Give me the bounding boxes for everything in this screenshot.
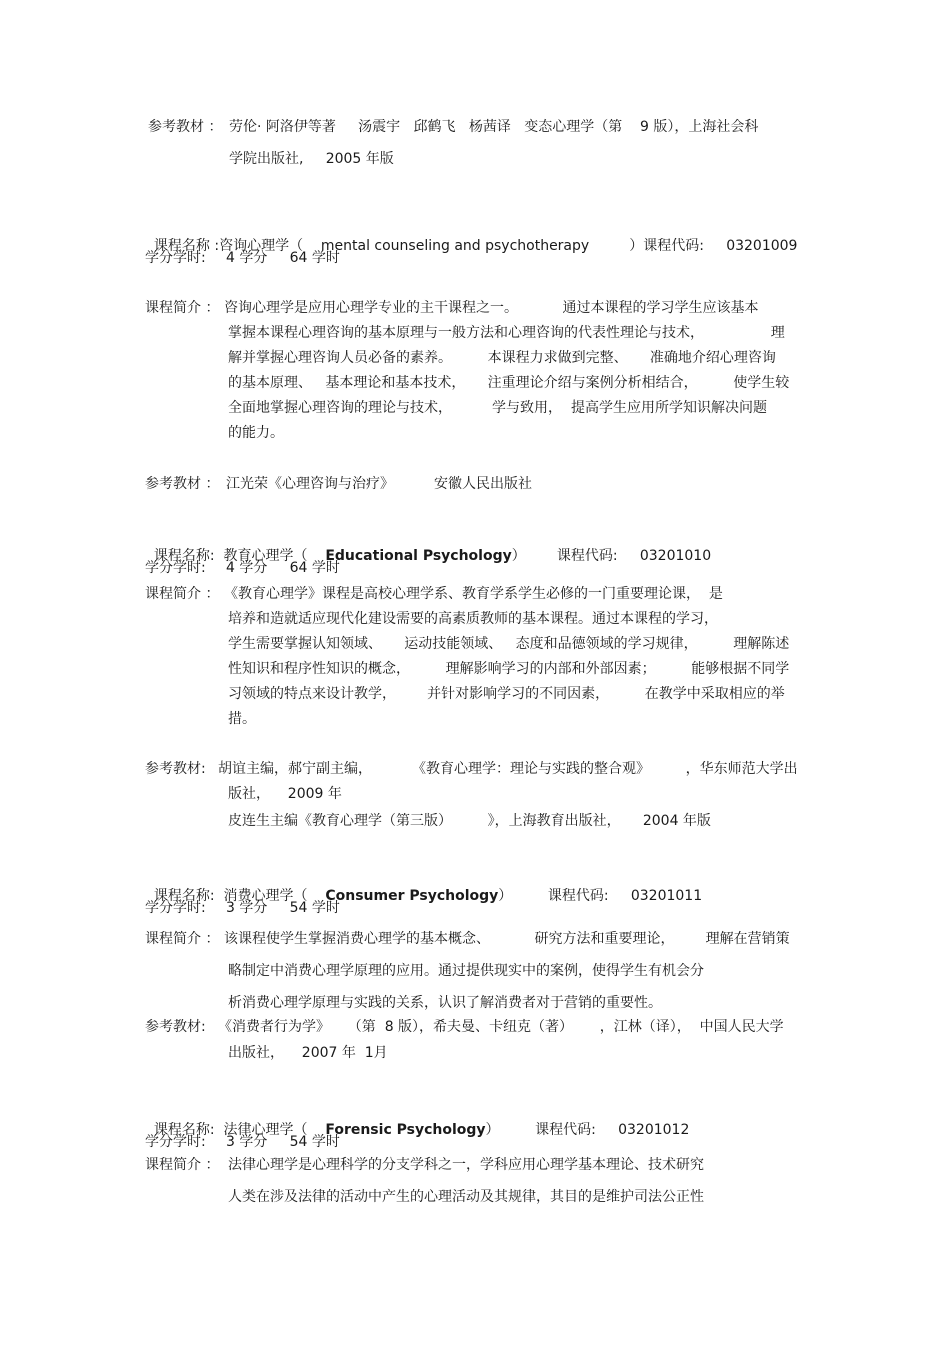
intro-line: 性知识和程序性知识的概念， 理解影响学习的内部和外部因素； 能够根据不同学 <box>228 661 790 677</box>
intro-line: 咨询心理学是应用心理学专业的主干课程之一。 通过本课程的学习学生应该基本 <box>224 300 759 316</box>
reference-line: 江光荣《心理咨询与治疗》 安徽人民出版社 <box>226 476 533 492</box>
intro-line: 法律心理学是心理科学的分支学科之一，学科应用心理学基本理论、技术研究 <box>228 1157 704 1173</box>
reference-label: 参考教材: <box>145 1019 206 1035</box>
course-code: ） 课程代码: 03201012 <box>485 1122 690 1138</box>
intro-line: 该课程使学生掌握消费心理学的基本概念、 研究方法和重要理论， 理解在营销策 <box>224 931 790 947</box>
intro-line: 全面地掌握心理咨询的理论与技术， 学与致用， 提高学生应用所学知识解决问题 <box>228 400 767 416</box>
reference-line: 版社， 2009 年 <box>228 786 342 802</box>
reference-line: 胡谊主编，郝宁副主编， 《教育心理学：理论与实践的整合观》 ，华东师范大学出 <box>218 761 798 777</box>
intro-label: 课程简介 ： <box>145 931 220 947</box>
credit-hours: 3 学分 54 学时 <box>226 900 340 916</box>
course-code: ） 课程代码: 03201010 <box>511 548 712 564</box>
intro-label: 课程简介 ： <box>145 300 220 316</box>
intro-line: 析消费心理学原理与实践的关系，认识了解消费者对于营销的重要性。 <box>228 995 662 1011</box>
credit-hours: 3 学分 54 学时 <box>226 1134 340 1150</box>
reference-line: 出版社， 2007 年 1月 <box>228 1045 388 1061</box>
course-name-english: Consumer Psychology <box>325 888 499 904</box>
intro-line: 习领域的特点来设计教学， 并针对影响学习的不同因素， 在教学中采取相应的举 <box>228 686 785 702</box>
reference-label: 参考教材: <box>145 761 206 777</box>
intro-line: 的能力。 <box>228 425 284 441</box>
reference-line: 劳伦· 阿洛伊等著 汤震宇 邱鹤飞 杨茜译 变态心理学（第 9 版），上海社会科 <box>229 119 759 135</box>
intro-line: 措。 <box>228 711 256 727</box>
intro-label: 课程简介 ： <box>145 1157 220 1173</box>
intro-label: 课程简介 ： <box>145 586 220 602</box>
reference-line: 《消费者行为学》 （第 8 版），希夫曼、卡纽克（著） ，江林（译）， 中国人民大学 <box>218 1019 784 1035</box>
credit-hours-label: 学分学时: <box>145 900 206 916</box>
intro-line: 培养和造就适应现代化建设需要的高素质教师的基本课程。通过本课程的学习， <box>228 611 718 627</box>
credit-hours-label: 学分学时: <box>145 560 206 576</box>
intro-line: 掌握本课程心理咨询的基本原理与一般方法和心理咨询的代表性理论与技术， 理 <box>228 325 785 341</box>
intro-line: 解并掌握心理咨询人员必备的素养。 本课程力求做到完整、 准确地介绍心理咨询 <box>228 350 776 366</box>
intro-line: 学生需要掌握认知领域、 运动技能领域、 态度和品德领域的学习规律， 理解陈述 <box>228 636 790 652</box>
intro-line: 略制定中消费心理学原理的应用。通过提供现实中的案例，使得学生有机会分 <box>228 963 704 979</box>
reference-label: 参考教材 ： <box>148 119 223 135</box>
reference-label: 参考教材 ： <box>145 476 220 492</box>
credit-hours: 4 学分 64 学时 <box>226 250 340 266</box>
course-name-prefix: 课程名称: 教育心理学（ <box>153 548 326 564</box>
course-name-english: mental counseling and psychotherapy <box>320 238 590 254</box>
credit-hours-label: 学分学时: <box>145 250 206 266</box>
intro-line: 《教育心理学》课程是高校心理学系、教育学系学生必修的一门重要理论课， 是 <box>224 586 723 602</box>
course-code: ）课程代码: 03201009 <box>589 238 798 254</box>
credit-hours: 4 学分 64 学时 <box>226 560 340 576</box>
intro-line: 的基本原理、 基本理论和基本技术， 注重理论介绍与案例分析相结合， 使学生较 <box>228 375 790 391</box>
course-name-prefix: 课程名称: 消费心理学（ <box>153 888 326 904</box>
reference-line: 皮连生主编《教育心理学（第三版） 》，上海教育出版社， 2004 年版 <box>228 813 711 829</box>
intro-line: 人类在涉及法律的活动中产生的心理活动及其规律，其目的是维护司法公正性 <box>228 1189 704 1205</box>
reference-line: 学院出版社, 2005 年版 <box>229 151 394 167</box>
credit-hours-label: 学分学时: <box>145 1134 206 1150</box>
course-code: ） 课程代码: 03201011 <box>498 888 703 904</box>
course-name-english: Forensic Psychology <box>325 1122 486 1138</box>
course-name-english: Educational Psychology <box>325 548 512 564</box>
course-name-prefix: 课程名称 :咨询心理学（ <box>153 238 321 254</box>
course-name-prefix: 课程名称: 法律心理学（ <box>153 1122 326 1138</box>
